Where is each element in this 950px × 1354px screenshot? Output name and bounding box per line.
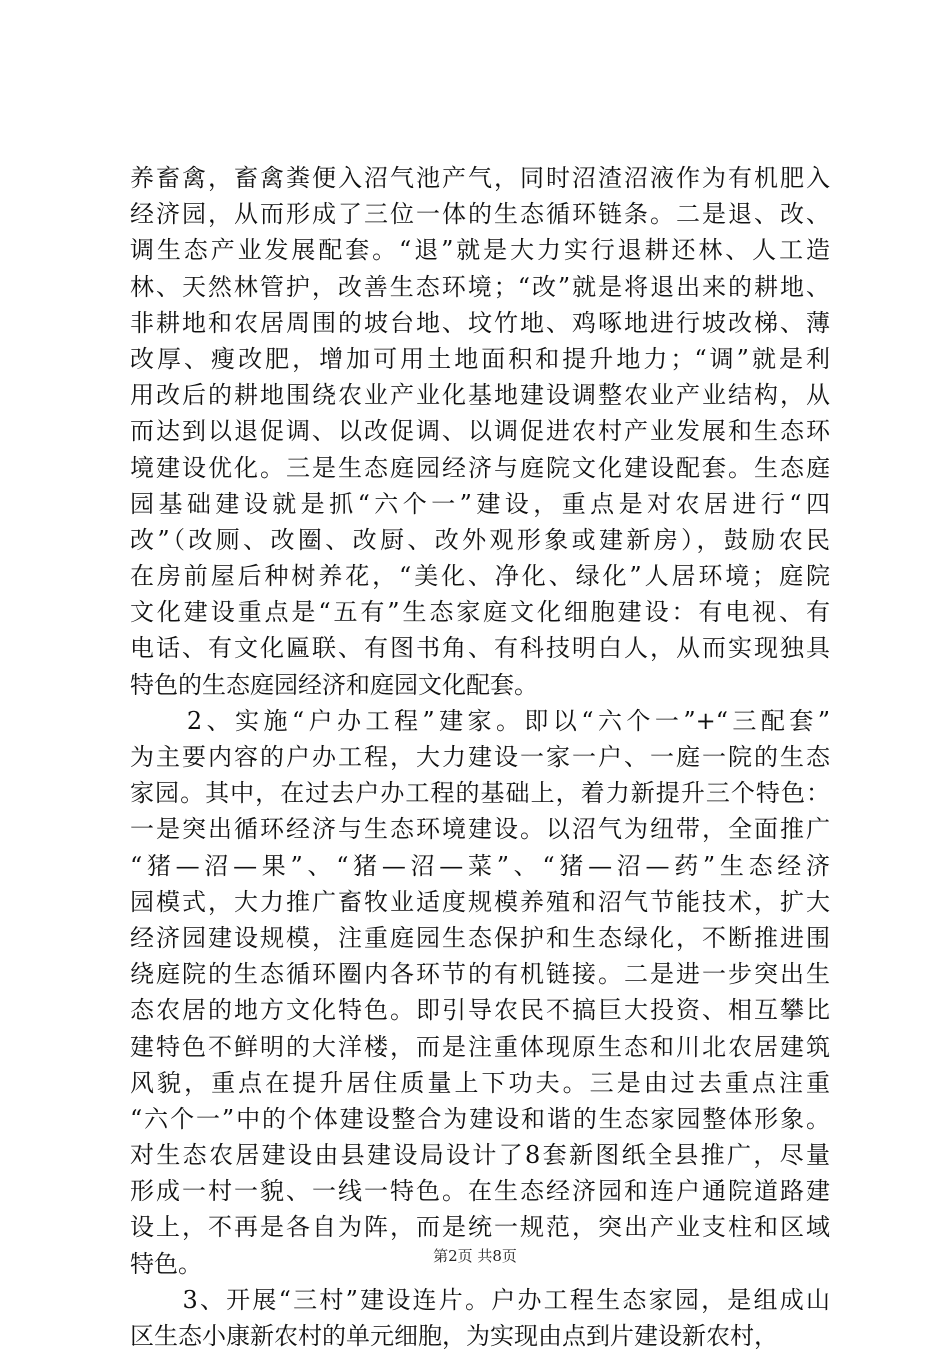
text-line: 为主要内容的户办工程，大力建设一家一户、一庭一院的生态	[130, 743, 830, 771]
text-line: 设上，不再是各自为阵，而是统一规范，突出产业支柱和区域	[130, 1213, 830, 1242]
text-line: 特色。	[130, 1249, 202, 1278]
text-line: 形成一村一貌、一线一特色。在生态经济园和连户通院道路建	[130, 1177, 830, 1206]
text-line: 经济园建设规模，注重庭园生态保护和生态绿化，不断推进围	[130, 923, 830, 952]
text-line: “六个一”中的个体建设整合为建设和谐的生态家园整体形象。	[130, 1104, 830, 1133]
text-line: 家园。其中，在过去户办工程的基础上，着力新提升三个特色：	[130, 779, 830, 808]
text-line: 改厚、瘦改肥，增加可用土地面积和提升地力；“调”就是利	[130, 344, 830, 373]
text-line: 经济园，从而形成了三位一体的生态循环链条。二是退、改、	[130, 200, 830, 229]
document-body	[130, 160, 830, 1354]
text-line: 态农居的地方文化特色。即引导农民不搞巨大投资、相互攀比	[130, 996, 830, 1025]
text-line: 林、天然林管护，改善生态环境；“改”就是将退出来的耕地、	[130, 272, 830, 301]
text-line: 用改后的耕地围绕农业产业化基地建设调整农业产业结构，从	[130, 381, 830, 410]
text-line: 绕庭院的生态循环圈内各环节的有机链接。二是进一步突出生	[130, 960, 830, 989]
text-line: 在房前屋后种树养花，“美化、净化、绿化”人居环境；庭院	[130, 562, 830, 591]
text-line: 电话、有文化匾联、有图书角、有科技明白人，从而实现独具	[130, 634, 830, 663]
text-line: 一是突出循环经济与生态环境建设。以沼气为纽带，全面推广	[130, 815, 830, 844]
text-line: 园模式，大力推广畜牧业适度规模养殖和沼气节能技术，扩大	[130, 887, 830, 916]
text-line: “猪—沼—果”、“猪—沼—菜”、“猪—沼—药”生态经济	[130, 851, 830, 880]
text-line: 风貌，重点在提升居住质量上下功夫。三是由过去重点注重	[130, 1068, 830, 1097]
text-line: 非耕地和农居周围的坡台地、坟竹地、鸡啄地进行坡改梯、薄	[130, 308, 830, 337]
text-line: 改”（改厕、改圈、改厨、改外观形象或建新房），鼓励农民	[130, 525, 830, 554]
page-footer: 第2页 共8页	[433, 1247, 517, 1265]
text-line: 区生态小康新农村的单元细胞，为实现由点到片建设新农村，	[130, 1322, 778, 1350]
text-line: 2、实施“户办工程”建家。即以“六个一”+“三配套”	[130, 706, 830, 735]
text-line: 调生态产业发展配套。“退”就是大力实行退耕还林、人工造	[130, 236, 830, 265]
text-line: 文化建设重点是“五有”生态家庭文化细胞建设：有电视、有	[130, 598, 830, 627]
text-line: 园基础建设就是抓“六个一”建设，重点是对农居进行“四	[130, 489, 830, 518]
text-line: 特色的生态庭园经济和庭园文化配套。	[130, 670, 538, 699]
text-line: 对生态农居建设由县建设局设计了8套新图纸全县推广，尽量	[130, 1141, 830, 1170]
text-line: 而达到以退促调、以改促调、以调促进农村产业发展和生态环	[130, 417, 830, 446]
text-line: 境建设优化。三是生态庭园经济与庭院文化建设配套。生态庭	[130, 453, 830, 482]
text-line: 3、开展“三村”建设连片。户办工程生态家园，是组成山	[130, 1285, 830, 1314]
text-line: 养畜禽，畜禽粪便入沼气池产气，同时沼渣沼液作为有机肥入	[130, 164, 830, 192]
text-line: 建特色不鲜明的大洋楼，而是注重体现原生态和川北农居建筑	[130, 1032, 830, 1061]
